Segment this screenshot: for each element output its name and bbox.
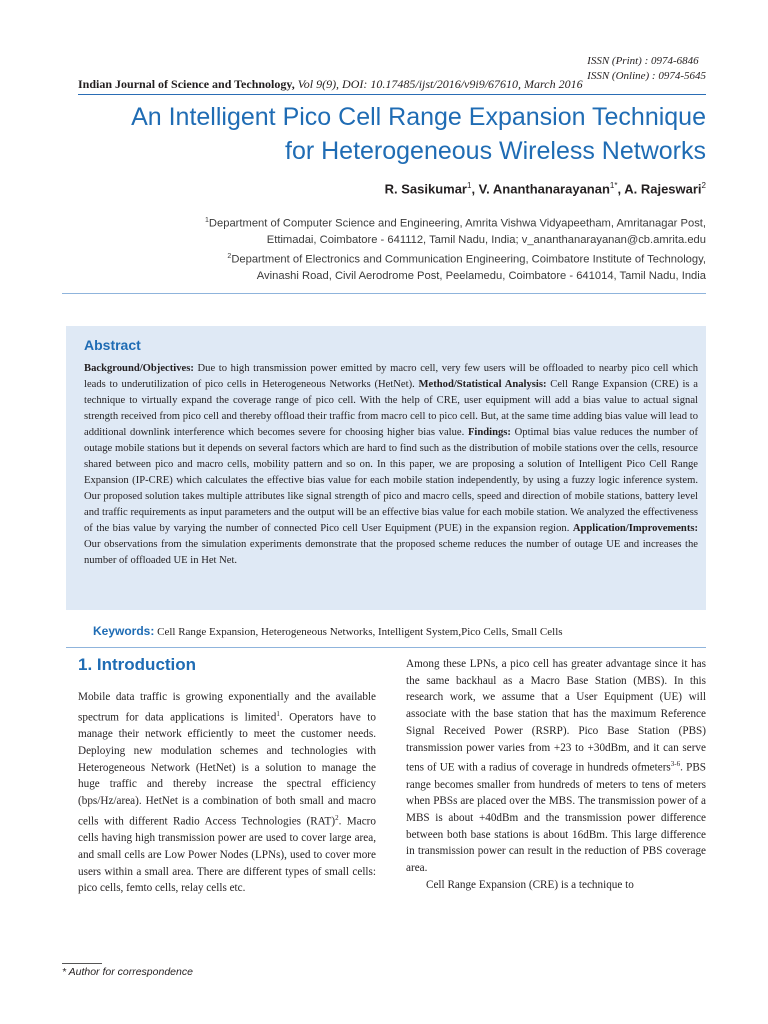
keywords-text: Cell Range Expansion, Heterogeneous Networks, Intelligent System,Pico Cells, Small Cells: [154, 626, 563, 638]
header-rule: [78, 94, 706, 95]
keywords: [93, 624, 563, 638]
abstract-method-label: Method/Statistical Analysis:: [418, 379, 547, 390]
section-heading-introduction: 1. Introduction: [78, 655, 197, 674]
affiliation-1-line-2: Ettimadai, Coimbatore - 641112, Tamil Nadu, India; v_ananthanarayanan@cb.amrita.edu: [266, 234, 706, 247]
abstract-app-label: Application/Improvements:: [572, 523, 698, 534]
intro-right-text-a: Among these LPNs, a pico cell has greater advantage since it has the same backhaul as a Macro Base Station (MBS). In this research work, we assume that a User Equipment (UE) will associate with the base station that has the maximum Reference Signal Received Power (RSRP). Pico Base Station (PBS) transmission power varies from +23 to +30dBm, and it can serve tens of UE with a radius of coverage in hundreds ofmeters: [406, 658, 706, 774]
issn-block: [587, 54, 706, 84]
author-list: [385, 181, 706, 196]
affiliation-1: [106, 213, 706, 232]
abstract-method-text: Cell Range Expansion (CRE) is a technique to virtually expand the coverage range of pico cell. With the help of CRE, user equipment will add a bias value to actual signal strength received from pico cell and thereby offload their traffic from macro cell to pico cell. But, at the same time adding bias value will lead to additional downlink interference which becomes severe for choosing higher bias value.: [84, 379, 698, 438]
abstract-bg-label: Background/Objectives:: [84, 363, 194, 374]
footnote-correspondence: * Author for correspondence: [62, 966, 193, 978]
intro-left-text-a: Mobile data traffic is growing exponentially and the available spectrum for data applications is limited: [78, 691, 376, 724]
affiliation-1-sup: 1: [205, 217, 209, 224]
author-3: , A. Rajeswari: [617, 181, 702, 197]
author-1-sup: 1: [466, 181, 472, 190]
intro-right-text-b: . PBS range becomes smaller from hundreds of meters to tens of meters when PBSs are placed over the MBS. The transmission power of a MBS is about +40dBm and the transmission power difference between both base stations is about 16dBm. This large difference in transmission power can result in the reduction of PBS coverage area.: [406, 761, 707, 875]
abstract-findings-label: Findings:: [467, 427, 511, 438]
abstract-app-text: Our observations from the simulation experiments demonstrate that the proposed scheme reduces the number of outage UE and increases the number of offloaded UE in Het Net.: [84, 539, 698, 566]
intro-left-text-b: . Operators have to manage their network efficiently to meet the customer needs. Deploying new modulation schemes and technologies with Heterogeneous Network (HetNet) is a solution to manage the huge traffic and thereby increase the spectral efficiency (bps/Hz/area). HetNet is a combination of both small and macro cells with different Radio Access Technologies (RAT): [78, 711, 377, 828]
citation-3-6: 3-6: [670, 760, 681, 769]
abstract-bg-text: Due to high transmission power emitted by macro cell, very few users will be offloaded to nearby pico cell which leads to underutilization of pico cells in Heterogeneous Networks (HetNet).: [84, 363, 698, 390]
affiliation-2-line-1: Department of Electronics and Communication Engineering, Coimbatore Institute of Technology,: [231, 253, 706, 266]
abstract-findings-text: Optimal bias value reduces the number of outage mobile stations but it depends on several factors which are hard to find such as the distribution of mobile stations over the cells, resource shared between pico and macro cells, mobility pattern and so on. In this paper, we are proposing a solution of Intelligent Pico Cell Range Expansion (IP-CRE) which calculates the effective bias value for each mobile station independently, by using a fuzzy logic inference system. Our proposed solution takes multiple attributes like signal strength of pico and macro cells, speed and direction of mobile stations, battery level and traffic requirements as input parameters and the output will be an effective bias value for each mobile station. We analyzed the effectiveness of the bias value by varying the number of connected Pico cell User Equipment (PUE) in the expansion region.: [84, 427, 698, 534]
author-2: , V. Ananthanarayanan: [471, 181, 610, 197]
journal-name: Indian Journal of Science and Technology,: [78, 77, 295, 91]
issn-print: ISSN (Print) : 0974-6846: [587, 55, 699, 67]
affiliation-1-line-1: Department of Computer Science and Engineering, Amrita Vishwa Vidyapeetham, Amritanagar Post,: [208, 217, 706, 230]
citation-2: 2: [335, 813, 339, 822]
intro-right-text-c: Cell Range Expansion (CRE) is a technique to: [426, 878, 634, 891]
author-1: R. Sasikumar: [384, 181, 467, 197]
author-2-sup: 1*: [609, 181, 618, 190]
citation-1: 1: [276, 709, 280, 718]
affiliation-2-sup: 2: [227, 252, 232, 260]
intro-left-column: [78, 689, 376, 897]
footnote-rule: [62, 963, 102, 964]
intro-left-text-c: . Macro cells having high transmission power are used to cover large area, and small cells are Low Power Nodes (LPNs), used to cover more users within a small area. There are different types of small cells: pico cells, femto cells, relay cells etc.: [78, 815, 377, 895]
paper-title: [60, 100, 706, 168]
title-line-2: for Heterogeneous Wireless Networks: [285, 137, 706, 165]
intro-right-paragraph-2: [406, 877, 706, 894]
intro-right-column: [406, 656, 706, 894]
affiliation-2-line-2: Avinashi Road, Civil Aerodrome Post, Peelamedu, Coimbatore - 641014, Tamil Nadu, India: [256, 269, 706, 282]
affiliation-rule: [62, 293, 706, 294]
affiliations: [106, 213, 706, 284]
keywords-rule: [66, 647, 706, 648]
affiliation-2: [106, 249, 706, 268]
journal-citation: [78, 77, 583, 92]
journal-meta: Vol 9(9), DOI: 10.17485/ijst/2016/v9i9/67610, March 2016: [294, 77, 583, 91]
abstract-body: [84, 361, 698, 569]
author-3-sup: 2: [701, 181, 706, 190]
abstract-heading: Abstract: [84, 337, 141, 353]
issn-online: ISSN (Online) : 0974-5645: [587, 70, 706, 82]
title-line-1: An Intelligent Pico Cell Range Expansion Technique: [131, 103, 706, 131]
intro-right-paragraph-1: [406, 656, 706, 877]
keywords-label: Keywords:: [93, 624, 155, 638]
